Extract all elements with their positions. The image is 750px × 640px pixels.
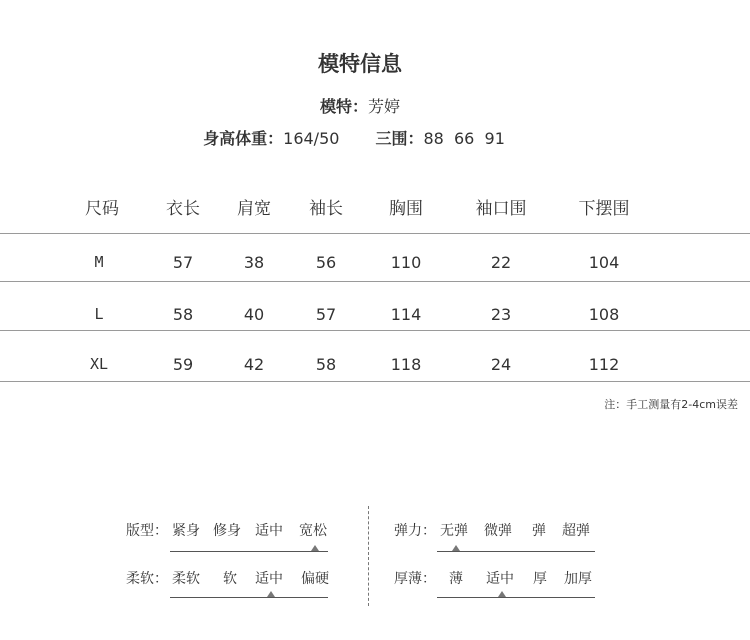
model-stats-line <box>0 126 708 149</box>
fit-option: 紧身 <box>172 523 200 539</box>
thickness-label: 厚薄： <box>394 571 436 587</box>
height-weight-value: 164/50 <box>283 129 340 148</box>
height-weight-label: 身高体重： <box>203 129 284 148</box>
table-cell: 57 <box>315 305 337 324</box>
header-cell: 肩宽 <box>237 199 271 219</box>
softness-option: 适中 <box>255 571 283 587</box>
fit-selected-marker <box>311 545 319 551</box>
table-cell: 42 <box>243 355 265 374</box>
elasticity-option: 超弹 <box>562 523 590 539</box>
thickness-option: 加厚 <box>564 571 592 587</box>
table-divider <box>0 233 750 234</box>
fit-scale-line <box>170 551 328 552</box>
softness-label: 柔软： <box>126 571 168 587</box>
thickness-scale-line <box>437 597 595 598</box>
thickness-option: 薄 <box>449 571 463 587</box>
table-cell: 59 <box>172 355 194 374</box>
table-cell: 118 <box>390 355 422 374</box>
elasticity-scale-line <box>437 551 595 552</box>
model-name-line <box>0 94 720 117</box>
table-cell: 57 <box>172 253 194 272</box>
table-cell: 23 <box>490 305 512 324</box>
header-cell: 下摆围 <box>578 199 630 219</box>
page-title: 模特信息 <box>318 52 402 76</box>
fit-option: 宽松 <box>299 523 327 539</box>
size-cell: XL <box>89 355 109 373</box>
table-cell: 110 <box>390 253 422 272</box>
fit-label: 版型： <box>126 523 168 539</box>
header-cell: 袖口围 <box>475 199 527 219</box>
size-cell: M <box>94 253 104 271</box>
table-cell: 114 <box>390 305 422 324</box>
elasticity-option: 弹 <box>532 523 546 539</box>
table-cell: 104 <box>588 253 620 272</box>
table-divider <box>0 381 750 382</box>
fabric-divider <box>368 506 369 606</box>
table-cell: 38 <box>243 253 265 272</box>
table-cell: 112 <box>588 355 620 374</box>
softness-scale-line <box>170 597 328 598</box>
table-cell: 22 <box>490 253 512 272</box>
elasticity-option: 无弹 <box>440 523 468 539</box>
thickness-option: 适中 <box>486 571 514 587</box>
header-cell: 衣长 <box>166 199 200 219</box>
table-cell: 58 <box>172 305 194 324</box>
softness-selected-marker <box>267 591 275 597</box>
size-cell: L <box>94 305 104 323</box>
thickness-option: 厚 <box>533 571 547 587</box>
table-cell: 40 <box>243 305 265 324</box>
measurements-value: 88 66 91 <box>423 129 505 148</box>
model-name: 芳婷 <box>368 97 401 116</box>
table-divider <box>0 281 750 282</box>
elasticity-option: 微弹 <box>484 523 512 539</box>
header-cell: 尺码 <box>85 199 119 219</box>
softness-option: 柔软 <box>172 571 200 587</box>
softness-option: 偏硬 <box>301 571 329 587</box>
table-cell: 24 <box>490 355 512 374</box>
measurements-label: 三围： <box>375 129 424 148</box>
table-cell: 108 <box>588 305 620 324</box>
measurement-note: 注：手工测量有2-4cm误差 <box>604 398 738 411</box>
fit-option: 修身 <box>213 523 241 539</box>
thickness-selected-marker <box>498 591 506 597</box>
softness-option: 软 <box>223 571 237 587</box>
table-divider <box>0 330 750 331</box>
model-label: 模特： <box>319 97 368 116</box>
elasticity-selected-marker <box>452 545 460 551</box>
fit-option: 适中 <box>255 523 283 539</box>
elasticity-label: 弹力： <box>394 523 436 539</box>
table-cell: 58 <box>315 355 337 374</box>
header-cell: 胸围 <box>389 199 423 219</box>
table-cell: 56 <box>315 253 337 272</box>
header-cell: 袖长 <box>309 199 343 219</box>
